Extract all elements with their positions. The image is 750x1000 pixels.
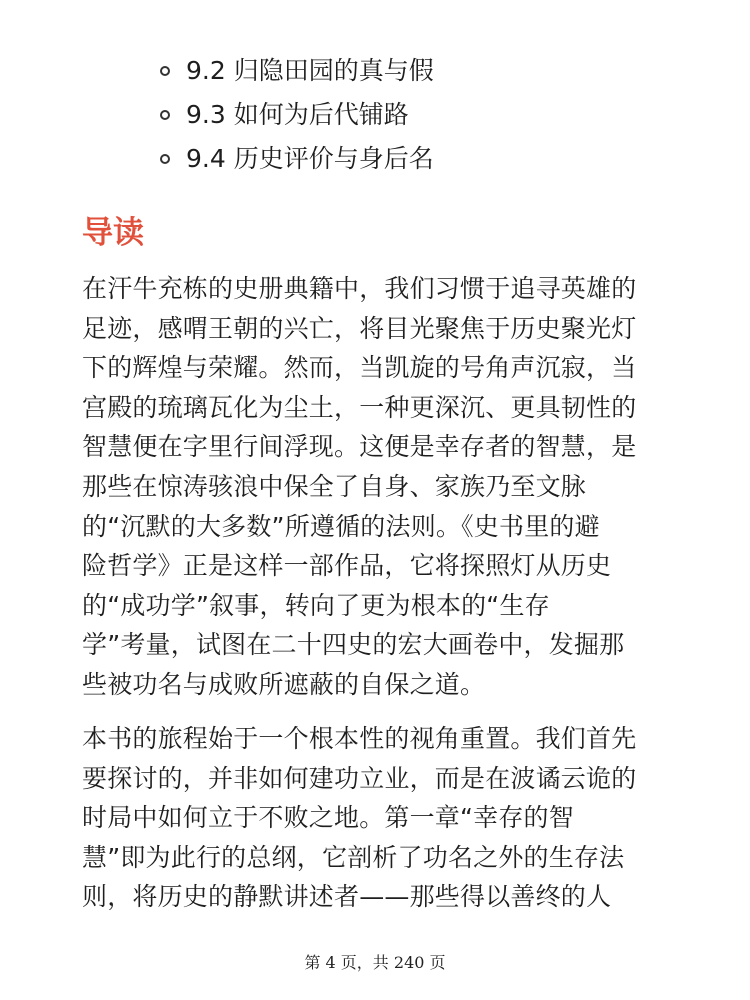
text-line: 下的辉煌与荣耀。然而，当凯旋的号角声沉寂，当 xyxy=(82,353,637,383)
text-line: 那些在惊涛骇浪中保全了自身、家族乃至文脉 xyxy=(82,471,587,501)
page-number-footer: 第 4 页，共 240 页 xyxy=(304,953,446,972)
text-line: 则，将历史的静默讲述者——那些得以善终的人 xyxy=(82,882,612,912)
text-line: 在汗牛充栋的史册典籍中，我们习惯于追寻英雄的 xyxy=(82,274,637,303)
text-line: 时局中如何立于不败之地。第一章“幸存的智 xyxy=(82,803,574,833)
text-line: 险哲学》正是这样一部作品，它将探照灯从历史 xyxy=(82,551,612,581)
circle-bullet-icon xyxy=(160,110,170,120)
section-heading: 导读 xyxy=(82,215,144,251)
text-line: 本书的旅程始于一个根本性的视角重置。我们首先 xyxy=(82,724,637,753)
toc-item[interactable] xyxy=(160,93,434,137)
text-line: 智慧便在字里行间浮现。这便是幸存者的智慧，是 xyxy=(82,432,637,462)
circle-bullet-icon xyxy=(160,66,170,76)
text-line: 些被功名与成败所遮蔽的自保之道。 xyxy=(82,669,486,699)
toc-item-label: 9.4 历史评价与身后名 xyxy=(186,144,434,173)
toc-list xyxy=(160,49,434,181)
toc-item-label: 9.3 如何为后代铺路 xyxy=(186,100,409,129)
text-line: 要探讨的，并非如何建功立业，而是在波谲云诡的 xyxy=(82,763,637,793)
text-line: 的“沉默的大多数”所遵循的法则。《史书里的避 xyxy=(82,511,600,541)
text-line: 足迹，感喟王朝的兴亡，将目光聚焦于历史聚光灯 xyxy=(82,313,637,343)
body-paragraph xyxy=(82,719,636,917)
text-line: 宫殿的琉璃瓦化为尘土，一种更深沉、更具韧性的 xyxy=(82,392,637,422)
toc-item-label: 9.2 归隐田园的真与假 xyxy=(186,56,434,85)
body-paragraph xyxy=(82,269,636,705)
text-line: 的“成功学”叙事，转向了更为根本的“生存 xyxy=(82,590,550,620)
toc-item[interactable] xyxy=(160,137,434,181)
circle-bullet-icon xyxy=(160,154,170,164)
text-line: 慧”即为此行的总纲，它剖析了功名之外的生存法 xyxy=(82,842,625,872)
toc-item[interactable] xyxy=(160,49,434,93)
text-line: 学”考量，试图在二十四史的宏大画卷中，发掘那 xyxy=(82,630,625,660)
